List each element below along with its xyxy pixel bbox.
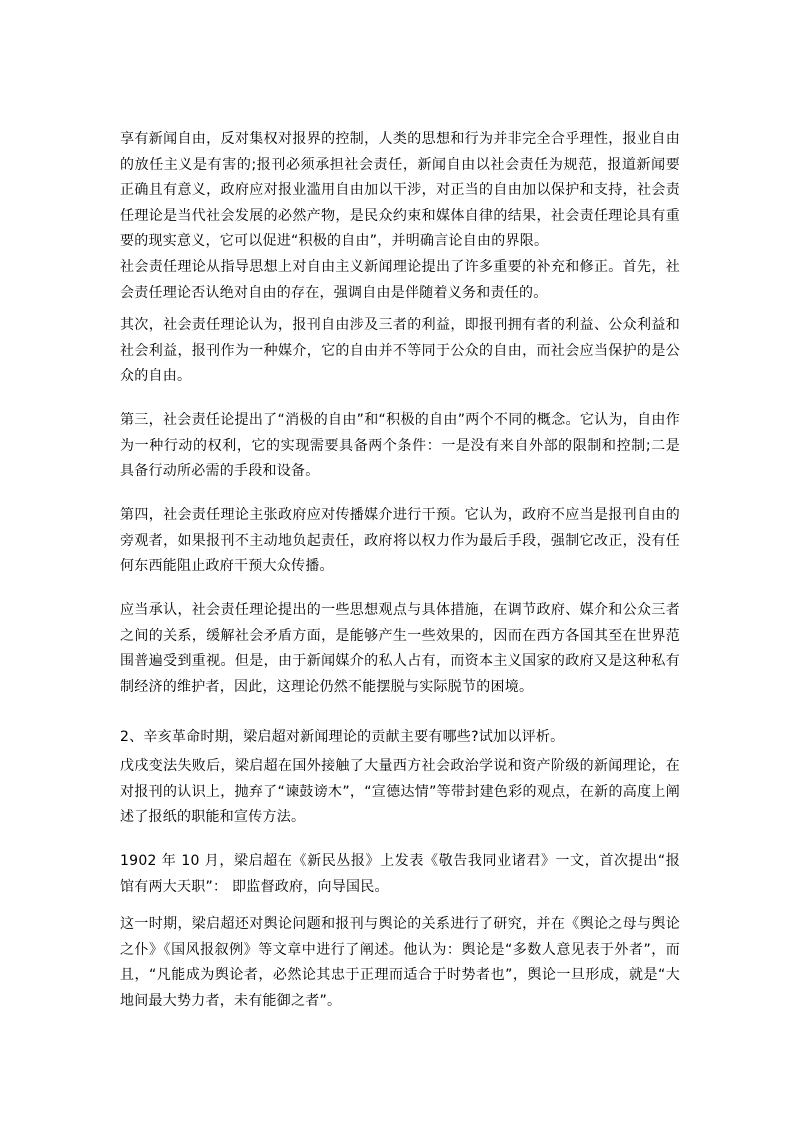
paragraph-two-duties: 1902 年 10 月，梁启超在《新民丛报》上发表《敬告我同业诸君》一文，首次提出“报馆有两大天职”： 即监督政府，向导国民。 bbox=[120, 853, 680, 895]
paragraph-liang-qichao-background: 戊戌变法失败后，梁启超在国外接触了大量西方社会政治学说和资产阶级的新闻理论，在对报刊的认识上，抛弃了“谏鼓谤木”，“宣德达情”等带封建色彩的观点，在新的高度上阐述了报纸的职能和宣传方法。 bbox=[120, 758, 680, 825]
paragraph-second-point: 其次，社会责任理论认为，报刊自由涉及三者的利益，即报刊拥有者的利益、公众利益和社会利益，报刊作为一种媒介，它的自由并不等同于公众的自由，而社会应当保护的是公众的自由。 bbox=[120, 317, 680, 384]
paragraph-third-point: 第三，社会责任论提出了“消极的自由”和“积极的自由”两个不同的概念。它认为，自由作为一种行动的权利，它的实现需要具备两个条件：一是没有来自外部的限制和控制;二是具备行动所必需的手段和设备。 bbox=[120, 412, 680, 479]
question-heading: 2、辛亥革命时期，梁启超对新闻理论的贡献主要有哪些?试加以评析。 bbox=[120, 729, 565, 745]
paragraph-evaluation: 应当承认，社会责任理论提出的一些思想观点与具体措施，在调节政府、媒介和公众三者之间的关系，缓解社会矛盾方面，是能够产生一些效果的，因而在西方各国其至在世界范围普遍受到重视。但是，由于新闻媒介的私人占有，而资本主义国家的政府又是这种私有制经济的维护者，因此，这理论仍然不能摆脱与实际脱节的困境。 bbox=[120, 602, 680, 695]
paragraph-social-responsibility-summary: 享有新闻自由，反对集权对报界的控制，人类的思想和行为并非完全合乎理性，报业自由的放任主义是有害的;报刊必须承担社会责任，新闻自由以社会责任为规范，报道新闻要正确且有意义，政府应对报业滥用自由加以干涉，对正当的自由加以保护和支持，社会责任理论是当代社会发展的必然产物，是民众约束和媒体自律的结果，社会责任理论具有重要的现实意义，它可以促进“积极的自由”，并明确言论自由的界限。 bbox=[120, 131, 680, 249]
paragraph-theory-revision: 社会责任理论从指导思想上对自由主义新闻理论提出了许多重要的补充和修正。首先，社会责任理论否认绝对自由的存在，强调自由是伴随着义务和责任的。 bbox=[120, 259, 680, 301]
paragraph-fourth-point: 第四，社会责任理论主张政府应对传播媒介进行干预。它认为，政府不应当是报刊自由的旁观者，如果报刊不主动地负起责任，政府将以权力作为最后手段，强制它改正，没有任何东西能阻止政府干预大众传播。 bbox=[120, 507, 680, 574]
paragraph-public-opinion: 这一时期，梁启超还对舆论问题和报刊与舆论的关系进行了研究，并在《舆论之母与舆论之仆》《国风报叙例》等文章中进行了阐述。他认为：舆论是“多数人意见表于外者”，而且，“凡能成为舆论者，必然论其忠于正理而适合于时势者也”，舆论一旦形成，就是“大地间最大势力者，未有能御之者”。 bbox=[120, 916, 680, 1009]
